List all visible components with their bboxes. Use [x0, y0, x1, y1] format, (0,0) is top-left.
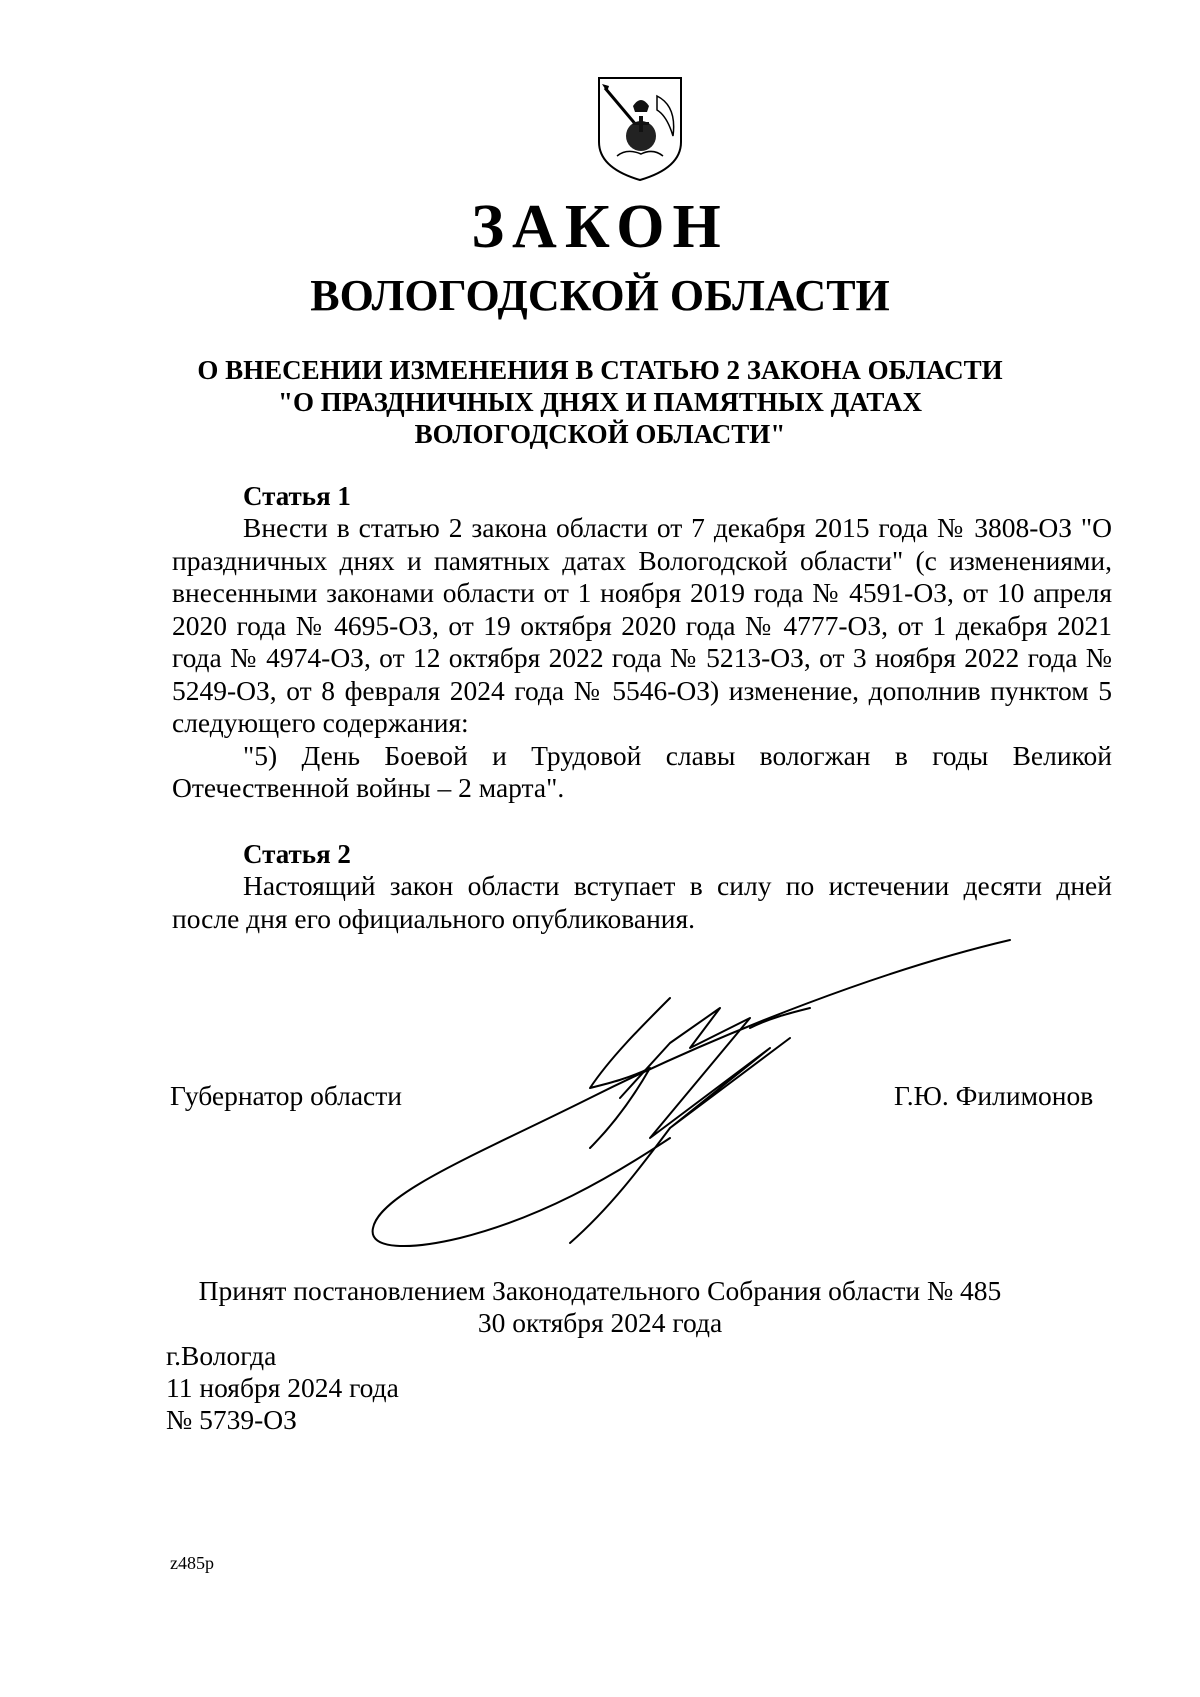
article-1-paragraph: "5) День Боевой и Трудовой славы вологжан в годы Великой Отечественной войны – 2 марта".	[172, 739, 1112, 803]
place-date-block	[166, 1340, 399, 1436]
handwritten-signature	[370, 938, 1020, 1253]
law-name-line: ВОЛОГОДСКОЙ ОБЛАСТИ"	[414, 419, 786, 449]
footnote-code: z485р	[170, 1553, 214, 1573]
signatory-position: Губернатор области	[170, 1080, 402, 1111]
signing-date: 11 ноября 2024 года	[166, 1372, 399, 1403]
article-1-paragraph: Внести в статью 2 закона области от 7 декабря 2015 года № 3808-ОЗ "О праздничных днях и памятных датах Вологодской области" (с изменениями, внесенными законами области от 1 ноября 2019 года № 4591-ОЗ, от 10 апреля 2020 года № 4695-ОЗ, от 19 октября 2020 года № 4777-ОЗ, от 1 декабря 2021 года № 4974-ОЗ, от 12 октября 2022 года № 5213-ОЗ, от 3 ноября 2022 года № 5249-ОЗ, от 8 февраля 2024 года № 5546-ОЗ) изменение, дополнив пунктом 5 следующего содержания:	[172, 512, 1112, 738]
city: г.Вологда	[166, 1340, 277, 1371]
law-name	[0, 354, 1200, 450]
adoption-info	[0, 1275, 1200, 1339]
adoption-line: Принят постановлением Законодательного Собрания области № 485	[198, 1275, 1002, 1306]
article-2-paragraph: Настоящий закон области вступает в силу по истечении десяти дней после дня его официального опубликования.	[172, 870, 1112, 934]
document-subtitle: ВОЛОГОДСКОЙ ОБЛАСТИ	[310, 271, 890, 320]
document-title: ЗАКОН	[471, 193, 729, 261]
adoption-date: 30 октября 2024 года	[477, 1307, 723, 1338]
article-1-body	[172, 512, 1112, 805]
law-number: № 5739-ОЗ	[166, 1404, 297, 1435]
signatory-name: Г.Ю. Филимонов	[894, 1080, 1094, 1111]
article-1-heading: Статья 1	[243, 481, 351, 511]
article-2-heading: Статья 2	[243, 839, 351, 869]
law-name-line: О ВНЕСЕНИИ ИЗМЕНЕНИЯ В СТАТЬЮ 2 ЗАКОНА ОБЛАСТИ	[197, 355, 1003, 385]
article-2-body	[172, 870, 1112, 935]
coat-of-arms-icon	[597, 76, 683, 182]
law-name-line: "О ПРАЗДНИЧНЫХ ДНЯХ И ПАМЯТНЫХ ДАТАХ	[277, 387, 923, 417]
